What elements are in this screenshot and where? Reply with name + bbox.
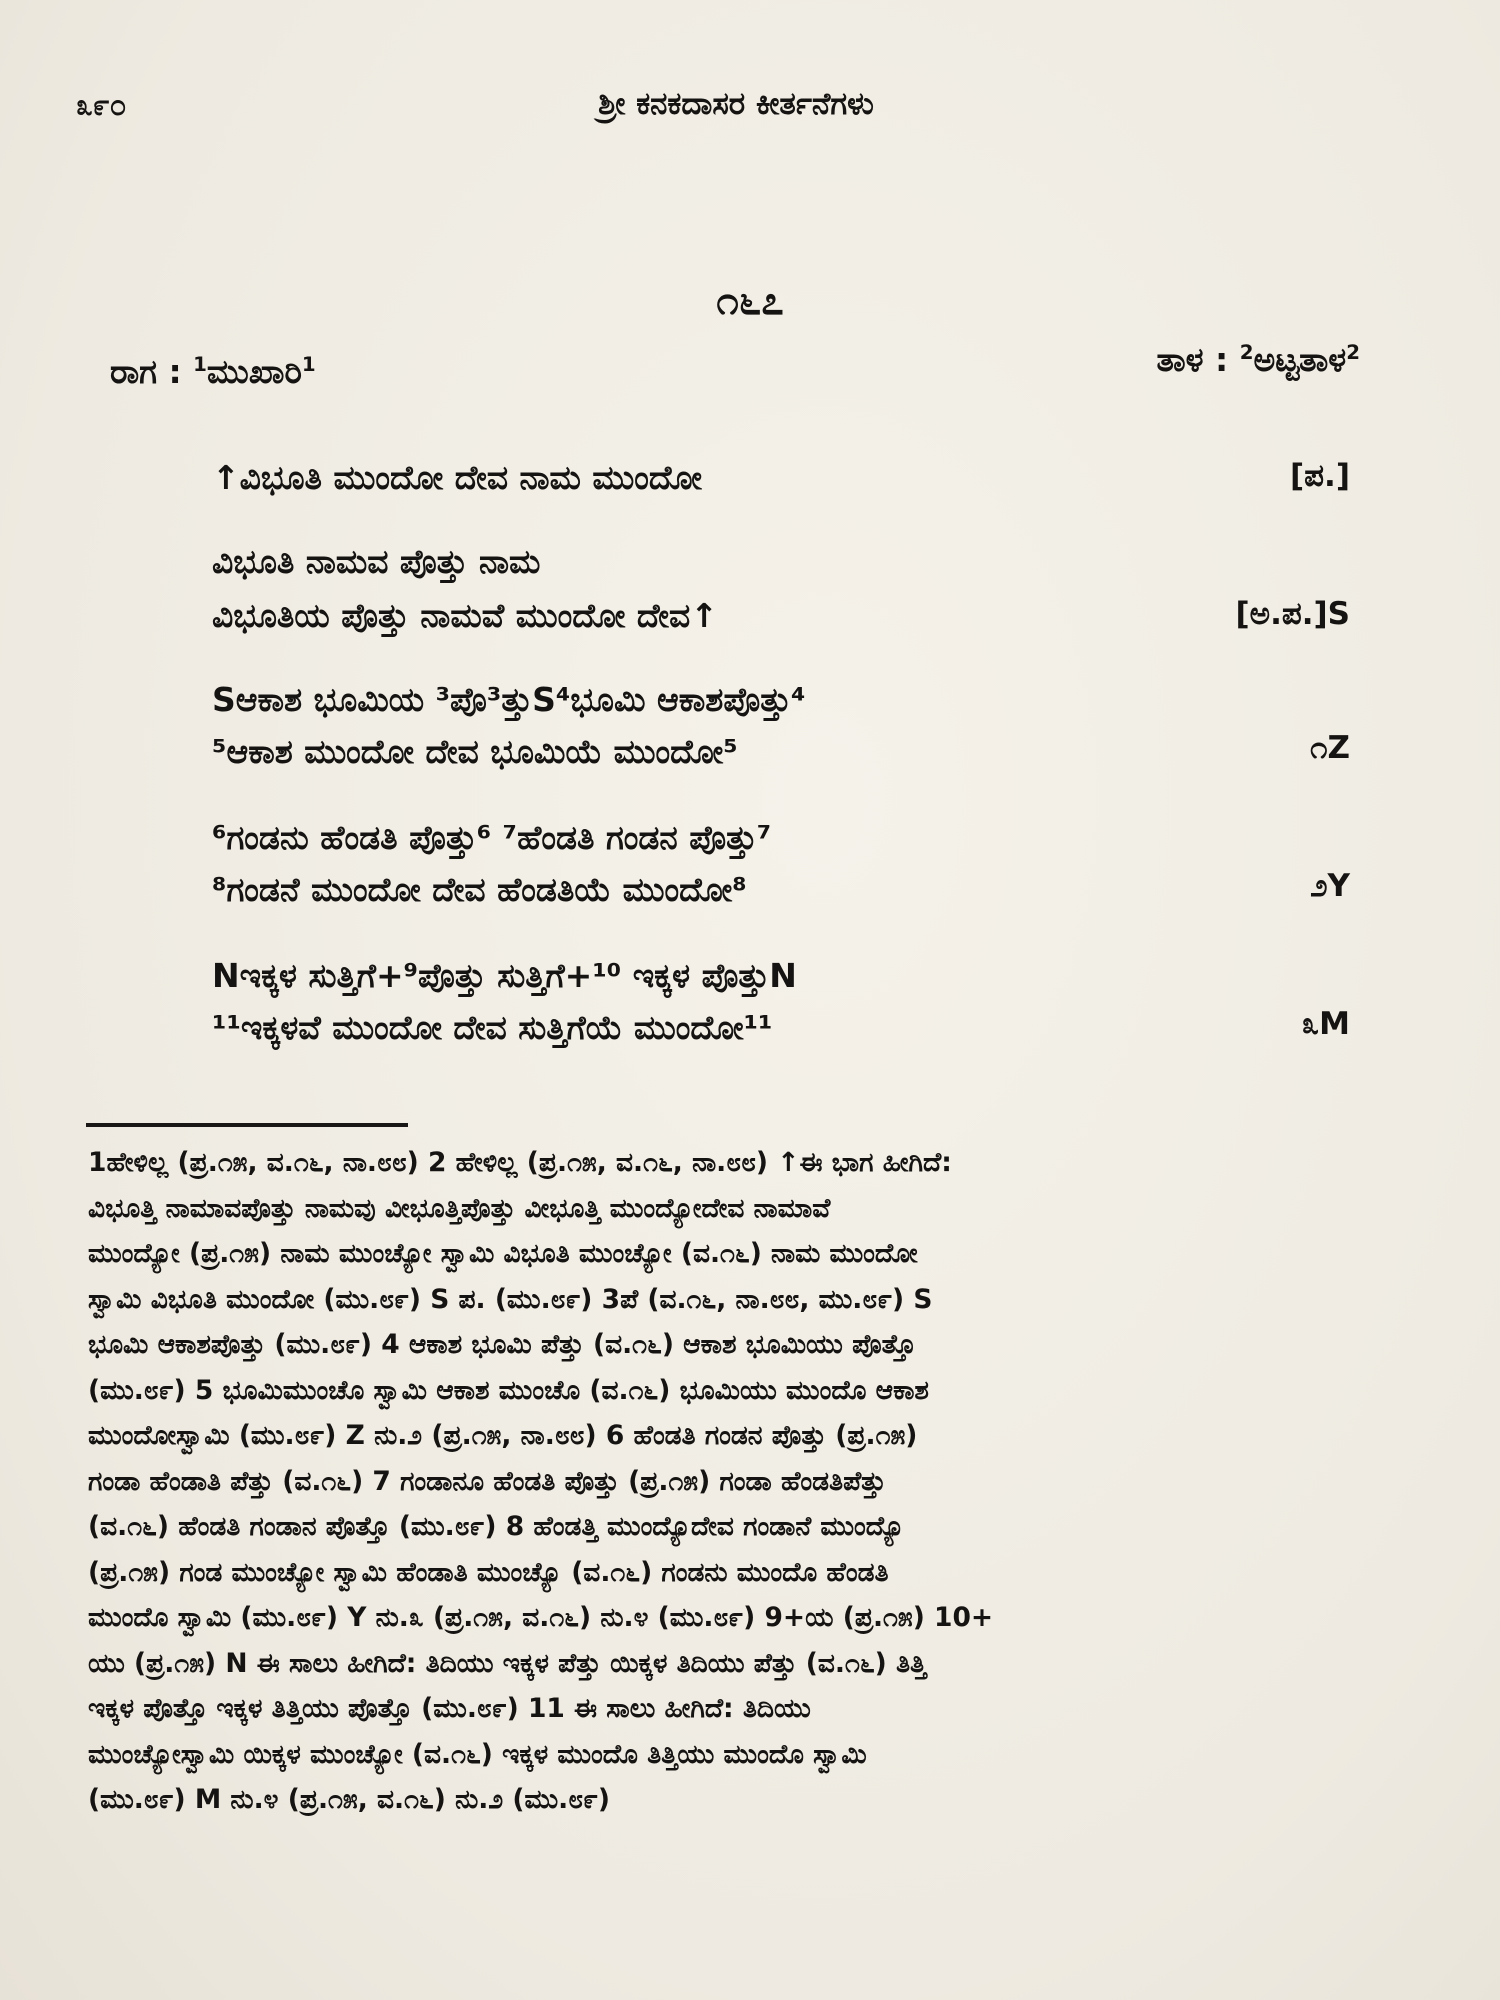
verse-marker: ೩M: [1301, 1006, 1350, 1042]
footnote-line: ಮುಂದೋಸ್ವಾಮಿ (ಮು.೮೯) Z ನು.೨ (ಪ್ರ.೧೫, ನಾ.೮೮) 6 ಹೆಂಡತಿ ಗಂಡನ ಪೊತ್ತು (ಪ್ರ.೧೫): [88, 1420, 918, 1451]
tala-name: ಅಟ್ಟತಾಳ: [1253, 340, 1347, 379]
footnote-line: ಭೂಮಿ ಆಕಾಶಪೊತ್ತು (ಮು.೮೯) 4 ಆಕಾಶ ಭೂಮಿ ಪೆತ್ತು (ವ.೧೬) ಆಕಾಶ ಭೂಮಿಯು ಪೊತ್ತೊ: [88, 1329, 916, 1360]
verse-marker: ೨Y: [1310, 868, 1350, 904]
verse-line: ವಿಭೂತಿಯ ಪೊತ್ತು ನಾಮವೆ ಮುಂದೋ ದೇವ↑: [212, 596, 718, 635]
footnote-line: ಸ್ವಾಮಿ ವಿಭೂತಿ ಮುಂದೋ (ಮು.೮೯) S ಪ. (ಮು.೮೯) 3ಪೆ (ವ.೧೬, ನಾ.೮೮, ಮು.೮೯) S: [88, 1283, 933, 1315]
page-header: [76, 82, 1396, 130]
footnote-divider: [86, 1123, 408, 1127]
verse-line: ¹¹ಇಕ್ಕಳವೆ ಮುಂದೋ ದೇವ ಸುತ್ತಿಗೆಯೆ ಮುಂದೋ¹¹: [212, 1008, 773, 1047]
footnote-line: ಯು (ಪ್ರ.೧೫) N ಈ ಸಾಲು ಹೀಗಿದೆ: ತಿದಿಯು ಇಕ್ಕಳ ಪೆತ್ತು ಯಿಕ್ಕಳ ತಿದಿಯು ಪೆತ್ತು (ವ.೧೬) ತಿತ್ತಿ: [88, 1647, 927, 1679]
footnote-line: (ಪ್ರ.೧೫) ಗಂಡ ಮುಂಚ್ಯೋ ಸ್ವಾಮಿ ಹೆಂಡಾತಿ ಮುಂಚ್ಯೊ (ವ.೧೬) ಗಂಡನು ಮುಂದೊ ಹೆಂಡತಿ: [88, 1556, 889, 1588]
footnote-line: ಗಂಡಾ ಹೆಂಡಾತಿ ಪೆತ್ತು (ವ.೧೬) 7 ಗಂಡಾನೂ ಹೆಂಡತಿ ಪೊತ್ತು (ಪ್ರ.೧೫) ಗಂಡಾ ಹೆಂಡತಿಪೆತ್ತು: [88, 1465, 886, 1497]
footnote-line: (ಮು.೮೯) 5 ಭೂಮಿಮುಂಚೊ ಸ್ವಾಮಿ ಆಕಾಶ ಮುಂಚೊ (ವ.೧೬) ಭೂಮಿಯು ಮುಂದೊ ಆಕಾಶ: [88, 1374, 929, 1406]
verse-marker: [ಅ.ಪ.]S: [1235, 596, 1350, 632]
footnote-line: (ವ.೧೬) ಹೆಂಡತಿ ಗಂಡಾನ ಪೊತ್ತೊ (ಮು.೮೯) 8 ಹೆಂಡತ್ತಿ ಮುಂದ್ಯೊದೇವ ಗಂಡಾನೆ ಮುಂದ್ಯೊ: [88, 1511, 905, 1542]
verse-line: ⁶ಗಂಡನು ಹೆಂಡತಿ ಪೊತ್ತು⁶ ⁷ಹೆಂಡತಿ ಗಂಡನ ಪೊತ್ತು⁷: [212, 818, 772, 857]
verse-marker: [ಪ.]: [1290, 458, 1350, 494]
verse-line: ವಿಭೂತಿ ನಾಮವ ಪೊತ್ತು ನಾಮ: [212, 542, 541, 581]
raga-label: ರಾಗ :: [110, 352, 194, 391]
raga-line: [110, 352, 316, 392]
raga-footnote-ref: 1: [193, 353, 207, 376]
tala-line: [1157, 340, 1361, 380]
song-number: ೧೬೭: [716, 278, 784, 324]
verse-line: Sಆಕಾಶ ಭೂಮಿಯ ³ಪೊ³ತ್ತುS⁴ಭೂಮಿ ಆಕಾಶಪೊತ್ತು⁴: [212, 680, 806, 719]
footnote-line: ವಿಭೂತ್ತಿ ನಾಮಾವಪೊತ್ತು ನಾಮವು ವೀಭೂತ್ತಿಪೊತ್ತು ವೀಭೂತ್ತಿ ಮುಂದ್ಯೋದೇವ ನಾಮಾವೆ: [88, 1192, 831, 1224]
footnote-line: ಮುಂಚ್ಯೋಸ್ವಾಮಿ ಯಿಕ್ಕಳ ಮುಂಚ್ಯೋ (ವ.೧೬) ಇಕ್ಕಳ ಮುಂದೊ ತಿತ್ತಿಯು ಮುಂದೊ ಸ್ವಾಮಿ: [88, 1738, 867, 1770]
page-number: ೩೯೦: [76, 88, 127, 123]
raga-name: ಮುಖಾರಿ: [206, 352, 302, 391]
tala-footnote-ref: 2: [1239, 341, 1254, 364]
footnote-line: ಮುಂದೊ ಸ್ವಾಮಿ (ಮು.೮೯) Y ನು.೩ (ಪ್ರ.೧೫, ವ.೧೬) ನು.೪ (ಮು.೮೯) 9+ಯ (ಪ್ರ.೧೫) 10+: [88, 1602, 994, 1633]
verse-line: ⁵ಆಕಾಶ ಮುಂದೋ ದೇವ ಭೂಮಿಯೆ ಮುಂದೋ⁵: [212, 732, 738, 771]
tala-label: ತಾಳ :: [1156, 340, 1240, 379]
footnotes: [88, 1140, 1392, 1823]
raga-footnote-ref: 1: [301, 353, 316, 376]
verse-line: Nಇಕ್ಕಳ ಸುತ್ತಿಗೆ+⁹ಪೊತ್ತು ಸುತ್ತಿಗೆ+¹⁰ ಇಕ್ಕಳ ಪೊತ್ತುN: [212, 956, 797, 995]
footnote-line: (ಮು.೮೯) M ನು.೪ (ಪ್ರ.೧೫, ವ.೧೬) ನು.೨ (ಮು.೮೯): [88, 1784, 611, 1815]
verse-line-pallavi: ↑ವಿಭೂತಿ ಮುಂದೋ ದೇವ ನಾಮ ಮುಂದೋ: [212, 458, 703, 497]
footnote-line: 1ಹೇಳಿಲ್ಲ (ಪ್ರ.೧೫, ವ.೧೬, ನಾ.೮೮) 2 ಹೇಳಿಲ್ಲ (ಪ್ರ.೧೫, ವ.೧೬, ನಾ.೮೮) ↑ಈ ಭಾಗ ಹೀಗಿದೆ:: [88, 1147, 952, 1178]
tala-footnote-ref: 2: [1346, 341, 1360, 364]
footnote-line: ಮುಂದ್ಯೋ (ಪ್ರ.೧೫) ನಾಮ ಮುಂಚ್ಯೋ ಸ್ವಾಮಿ ವಿಭೂತಿ ಮುಂಚ್ಯೋ (ವ.೧೬) ನಾಮ ಮುಂದೋ: [88, 1238, 918, 1269]
footnote-line: ಇಕ್ಕಳ ಪೊತ್ತೊ ಇಕ್ಕಳ ತಿತ್ತಿಯು ಪೊತ್ತೊ (ಮು.೮೯) 11 ಈ ಸಾಲು ಹೀಗಿದೆ: ತಿದಿಯು: [88, 1693, 811, 1724]
verse-line: ⁸ಗಂಡನೆ ಮುಂದೋ ದೇವ ಹೆಂಡತಿಯೆ ಮುಂದೋ⁸: [212, 870, 747, 909]
running-title: ಶ್ರೀ ಕನಕದಾಸರ ಕೀರ್ತನೆಗಳು: [598, 86, 874, 122]
verse-marker: ೧Z: [1310, 730, 1350, 766]
